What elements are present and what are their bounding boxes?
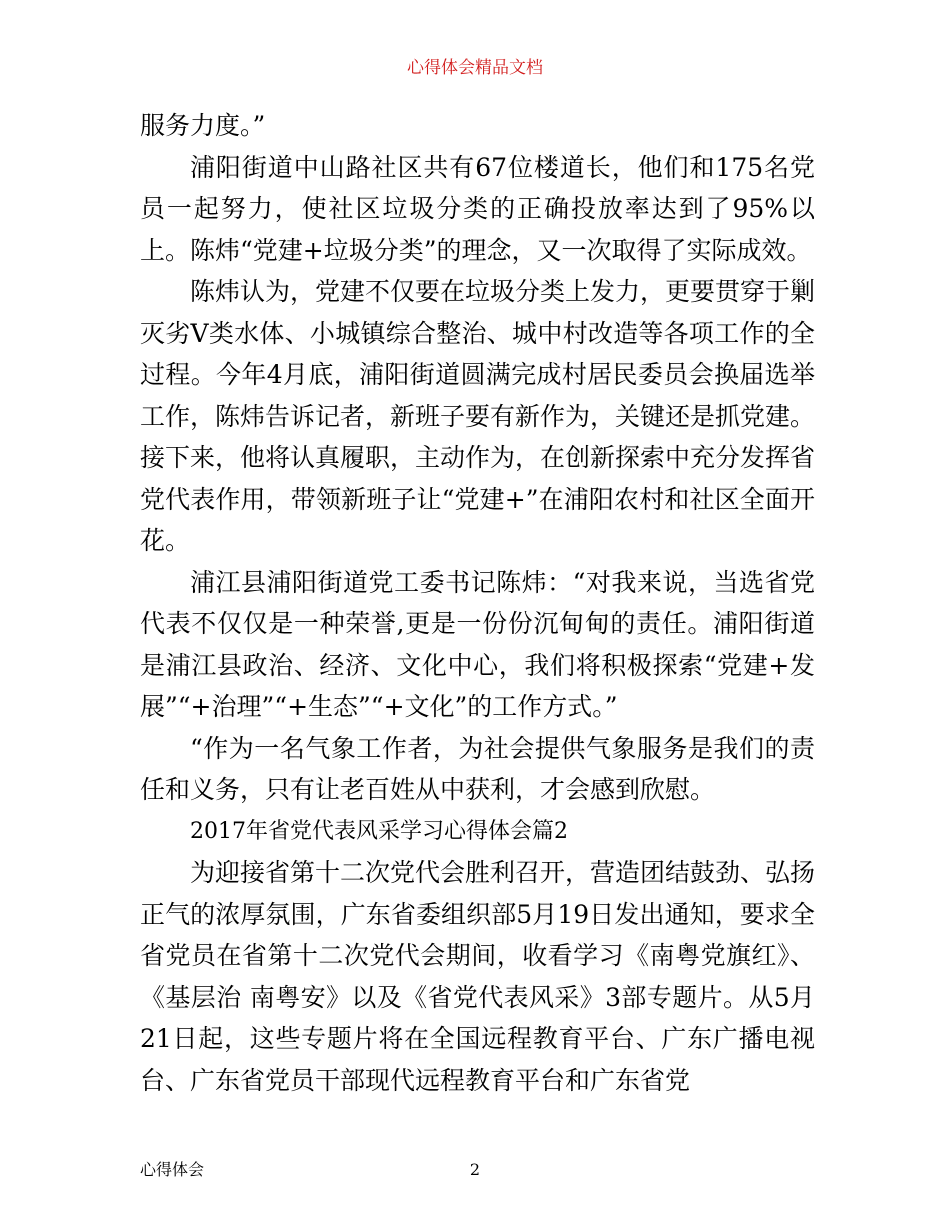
footer-label: 心得体会 [140,1160,205,1179]
section-heading: 2017年省党代表风采学习心得体会篇2 [190,818,568,844]
paragraph-3: 陈炜认为，党建不仅要在垃圾分类上发力，更要贯穿于剿灭劣Ⅴ类水体、小城镇综合整治、城中村改造等各项工作的全过程。今年4月底，浦阳街道圆满完成村居民委员会换届选举工作，陈炜告诉记者，新班子要有新作为，关键还是抓党建。接下来，他将认真履职，主动作为，在创新探索中充分发挥省党代表作用，带领新班子让“党建+”在浦阳农村和社区全面开花。 [140,277,816,555]
paragraph-4: 浦江县浦阳街道党工委书记陈炜：“对我来说，当选省党代表不仅仅是一种荣誉,更是一份份沉甸甸的责任。浦阳街道是浦江县政治、经济、文化中心，我们将积极探索“党建+发展”“+治理”“+生态”“+文化”的工作方式。” [140,567,815,721]
paragraph-6: 为迎接省第十二次党代会胜利召开，营造团结鼓劲、弘扬正气的浓厚氛围，广东省委组织部5月19日发出通知，要求全省党员在省第十二次党代会期间，收看学习《南粤党旗红》、《基层治 南粤安》以及《省党代表风采》3部专题片。从5月21日起，这些专题片将在全国远程教育平台、广东广播电视台、广东省党员干部现代远程教育平台和广东省党 [140,858,816,1095]
paragraph-5: “作为一名气象工作者，为社会提供气象服务是我们的责任和义务，只有让老百姓从中获利，才会感到欣慰。 [140,733,815,804]
paragraph-1: 服务力度。” [140,111,266,140]
paragraph-2: 浦阳街道中山路社区共有67位楼道长，他们和175名党员一起努力，使社区垃圾分类的正确投放率达到了95%以上。陈炜“党建+垃圾分类”的理念，又一次取得了实际成效。 [140,152,815,265]
document-body [140,105,815,1101]
page-header: 心得体会精品文档 [407,58,543,78]
page-number: 2 [469,1160,481,1179]
